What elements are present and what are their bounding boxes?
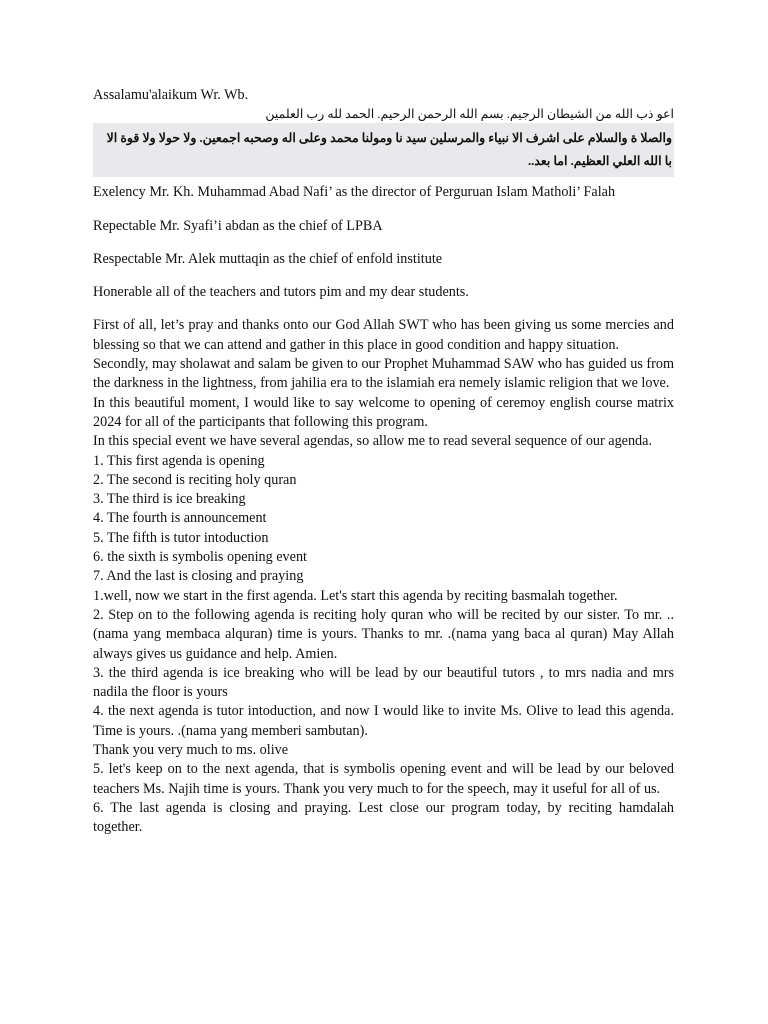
arabic-line-1: اعو ذب الله من الشيطان الرجيم. بسم الله الرحمن الرحيم. الحمد لله رب العلمين (265, 107, 674, 122)
script-paragraph: 1.well, now we start in the first agenda. Let's start this agenda by reciting basmalah together. (93, 587, 618, 604)
agenda-item: 7. And the last is closing and praying (93, 568, 304, 585)
greeting: Assalamu'alaikum Wr. Wb. (93, 87, 249, 103)
arabic-opening (93, 105, 674, 177)
script-paragraph: 2. Step on to the following agenda is reciting holy quran who will be recited by our sister. To mr. ..(nama yang membaca alquran) time is yours. Thanks to mr. .(nama yang baca al quran) May Allah always gives us guidance and help. Amien. (93, 606, 674, 662)
arabic-line-2: والصلا ة والسلام على اشرف الا نبياء والمرسلين سيد نا ومولنا محمد وعلى اله وصحبه اجمعين. ولا حولا ولا قوة الا با الله العلي العظيم. اما بعد.. (93, 123, 674, 177)
salutation-director: Exelency Mr. Kh. Muhammad Abad Nafi’ as the director of Perguruan Islam Matholi’ Falah (93, 184, 616, 201)
agenda-item: 4. The fourth is announcement (93, 510, 267, 527)
salutation-teachers: Honerable all of the teachers and tutors pim and my dear students. (93, 284, 469, 301)
opening-section (93, 316, 674, 451)
script-paragraph: 5. let's keep on to the next agenda, that is symbolis opening event and will be lead by our beloved teachers Ms. Najih time is yours. Thank you very much to for the speech, may it useful for all of us. (93, 761, 674, 797)
script-paragraph: 4. the next agenda is tutor intoduction, and now I would like to invite Ms. Olive to lead this agenda. Time is yours. .(nama yang memberi sambutan). (93, 703, 674, 739)
agenda-item: 1. This first agenda is opening (93, 452, 265, 469)
agenda-list (93, 452, 674, 587)
agenda-item: 6. the sixth is symbolis opening event (93, 549, 307, 566)
speech-document (93, 86, 674, 838)
script-paragraph: Thank you very much to ms. olive (93, 742, 289, 759)
opening-paragraph: Secondly, may sholawat and salam be given to our Prophet Muhammad SAW who has guided us from the darkness in the lightness, from jahilia era to the islamiah era nemely islamic religion that we love. (93, 356, 674, 392)
opening-paragraph: In this beautiful moment, I would like to say welcome to opening of ceremoy english course matrix 2024 for all of the participants that following this program. (93, 394, 674, 430)
script-paragraph: 3. the third agenda is ice breaking who will be lead by our beautiful tutors , to mrs nadia and mrs nadila the floor is yours (93, 664, 674, 701)
agenda-item: 5. The fifth is tutor intoduction (93, 529, 269, 546)
opening-paragraph: First of all, let’s pray and thanks onto our God Allah SWT who has been giving us some mercies and blessing so that we can attend and gather in this place in good condition and happy situation. (93, 317, 674, 353)
agenda-item: 2. The second is reciting holy quran (93, 471, 297, 488)
opening-paragraph: In this special event we have several agendas, so allow me to read several sequence of our agenda. (93, 433, 652, 450)
salutation-enfold-chief: Respectable Mr. Alek muttaqin as the chief of enfold institute (93, 250, 443, 267)
script-section (93, 587, 674, 838)
salutation-lpba-chief: Repectable Mr. Syafi’i abdan as the chief of LPBA (93, 217, 383, 234)
script-paragraph: 6. The last agenda is closing and praying. Lest close our program today, by reciting hamdalah together. (93, 799, 674, 836)
agenda-item: 3. The third is ice breaking (93, 491, 246, 508)
